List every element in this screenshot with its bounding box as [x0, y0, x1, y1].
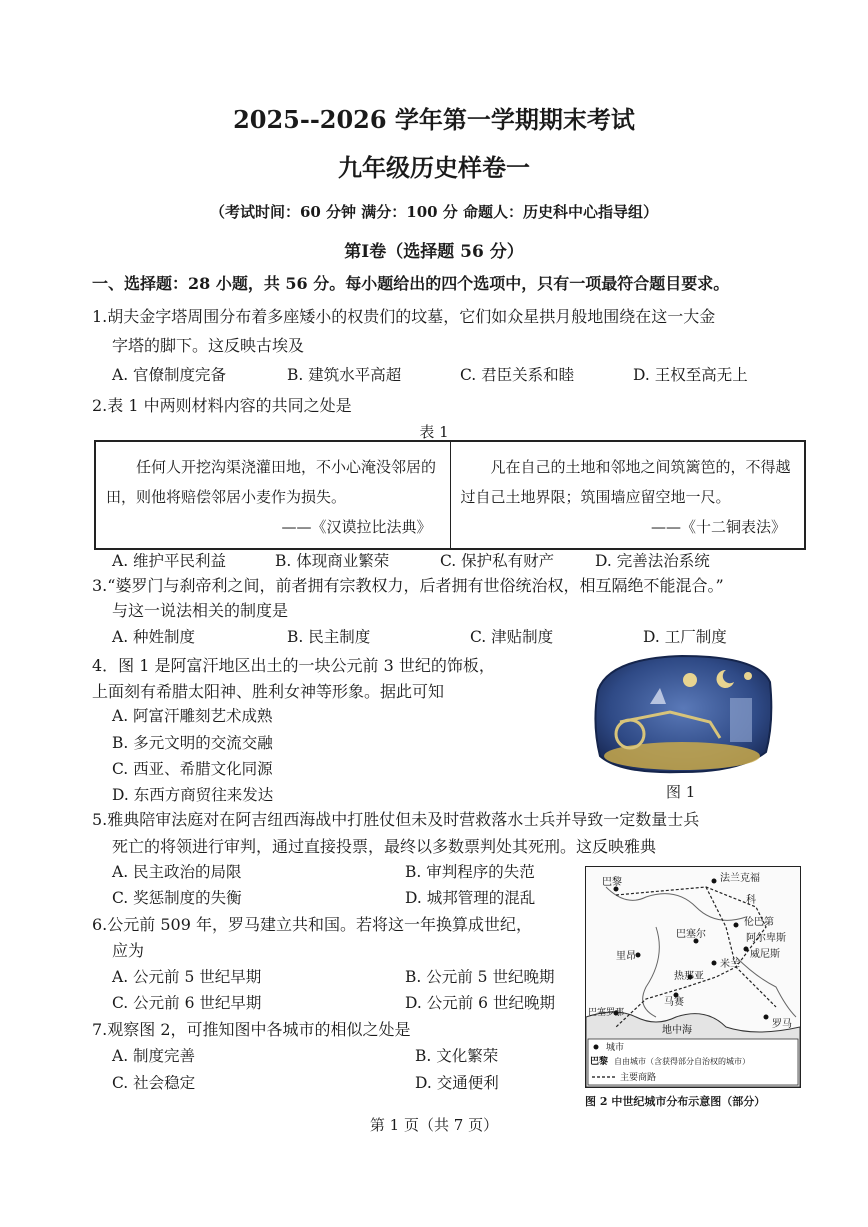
q7-option-a: A. 制度完善 [112, 1047, 196, 1065]
q1-option-b: B. 建筑水平高超 [287, 366, 402, 384]
map-label-ke: 科 [746, 895, 756, 906]
q5-stem-line2: 死亡的将领进行审判，通过直接投票，最终以多数票判处其死刑。这反映雅典 [112, 837, 657, 856]
q1-option-a: A. 官僚制度完备 [112, 366, 227, 384]
q7-option-c: C. 社会稳定 [112, 1074, 196, 1092]
figure1-caption: 图 1 [666, 783, 696, 801]
map-label-lombardy: 伦巴第 [744, 917, 774, 928]
q6-stem-line1: 6.公元前 509 年，罗马建立共和国。若将这一年换算成世纪， [92, 915, 532, 934]
q5-option-a: A. 民主政治的局限 [112, 863, 242, 881]
q2-stem: 2.表 1 中两则材料内容的共同之处是 [92, 396, 352, 415]
material-left-source: ——《汉谟拉比法典》 [281, 518, 432, 536]
map-label-genoa: 热那亚 [674, 971, 704, 982]
map-label-lyon: 里昂 [616, 951, 636, 962]
material-right [450, 441, 805, 549]
figure2-city-map [585, 866, 801, 1088]
exam-info: （考试时间：60 分钟 满分：100 分 命题人：历史科中心指导组） [209, 203, 659, 221]
q6-option-d: D. 公元前 6 世纪晚期 [405, 994, 555, 1012]
map-label-barcelona: 巴塞罗那 [588, 1008, 625, 1018]
map-label-alps: 阿尔卑斯 [746, 933, 786, 944]
material-right-text: 凡在自己的土地和邻地之间筑篱笆的，不得越过自己土地界限；筑围墙应留空地一尺。 [460, 458, 791, 506]
q5-option-c: C. 奖惩制度的失衡 [112, 889, 242, 907]
q5-option-b: B. 审判程序的失范 [405, 863, 535, 881]
material-left-text: 任何人开挖沟渠浇灌田地，不小心淹没邻居的田，则他将赔偿邻居小麦作为损失。 [106, 458, 437, 506]
map-label-mediterranean: 地中海 [662, 1025, 692, 1036]
q6-option-a: A. 公元前 5 世纪早期 [112, 968, 262, 986]
q3-option-a: A. 种姓制度 [112, 628, 196, 646]
q6-stem-line2: 应为 [112, 941, 145, 960]
table1-title: 表 1 [419, 423, 449, 441]
q2-option-b: B. 体现商业繁荣 [275, 552, 390, 570]
map-label-frankfurt: 法兰克福 [720, 873, 760, 884]
q7-option-d: D. 交通便利 [415, 1074, 499, 1092]
page-footer: 第 1 页（共 7 页） [369, 1116, 499, 1134]
q2-option-c: C. 保护私有财产 [440, 552, 555, 570]
q1-option-d: D. 王权至高无上 [633, 366, 748, 384]
exam-title: 2025--2026 学年第一学期期末考试 [233, 105, 635, 134]
q3-option-d: D. 工厂制度 [643, 628, 727, 646]
q4-stem-line1: 4．图 1 是阿富汗地区出土的一块公元前 3 世纪的饰板， [92, 656, 495, 675]
q1-stem-line1: 1.胡夫金字塔周围分布着多座矮小的权贵们的坟墓，它们如众星拱月般地围绕在这一大金 [92, 307, 716, 326]
legend-route: 主要商路 [620, 1073, 657, 1083]
section-heading: 第Ⅰ卷（选择题 56 分） [344, 242, 524, 262]
instruction: 一、选择题：28 小题，共 56 分。每小题给出的四个选项中，只有一项最符合题目要求。 [92, 274, 730, 293]
q7-option-b: B. 文化繁荣 [415, 1047, 499, 1065]
map-label-venice: 威尼斯 [750, 949, 780, 960]
q4-option-c: C. 西亚、希腊文化同源 [112, 760, 273, 778]
material-right-source: ——《十二铜表法》 [650, 518, 786, 536]
map-label-rome: 罗马 [772, 1019, 792, 1030]
map-label-basel: 巴塞尔 [676, 929, 706, 940]
q4-option-d: D. 东西方商贸往来发达 [112, 786, 274, 804]
q6-option-c: C. 公元前 6 世纪早期 [112, 994, 262, 1012]
map-label-paris: 巴黎 [602, 877, 622, 888]
q6-option-b: B. 公元前 5 世纪晚期 [405, 968, 555, 986]
figure1-plaque-image [590, 652, 774, 776]
q2-option-a: A. 维护平民利益 [112, 552, 227, 570]
exam-subtitle: 九年级历史样卷一 [338, 153, 530, 182]
q4-stem-line2: 上面刻有希腊太阳神、胜利女神等形象。据此可知 [92, 682, 445, 701]
q1-stem-line2: 字塔的脚下。这反映古埃及 [112, 336, 305, 355]
map-label-milan: 米兰 [720, 959, 740, 970]
material-left [95, 441, 450, 549]
q4-option-b: B. 多元文明的交流交融 [112, 734, 273, 752]
legend-free-city: 自由城市（含获得部分自治权的城市） [614, 1057, 750, 1066]
q3-option-c: C. 津贴制度 [470, 628, 554, 646]
q1-option-c: C. 君臣关系和睦 [460, 366, 575, 384]
q2-option-d: D. 完善法治系统 [595, 552, 710, 570]
q5-option-d: D. 城邦管理的混乱 [405, 889, 536, 907]
q7-stem: 7.观察图 2，可推知图中各城市的相似之处是 [92, 1020, 411, 1039]
figure2-caption: 图 2 中世纪城市分布示意图（部分） [585, 1095, 766, 1108]
q4-option-a: A. 阿富汗雕刻艺术成熟 [112, 707, 273, 725]
map-label-marseille: 马赛 [664, 997, 684, 1008]
q3-stem-line1: 3.“婆罗门与刹帝利之间，前者拥有宗教权力，后者拥有世俗统治权，相互隔绝不能混合。” [92, 576, 724, 595]
legend-city: 城市 [606, 1043, 625, 1053]
q5-stem-line1: 5.雅典陪审法庭对在阿吉纽西海战中打胜仗但未及时营救落水士兵并导致一定数量士兵 [92, 810, 700, 829]
q3-option-b: B. 民主制度 [287, 628, 371, 646]
q3-stem-line2: 与这一说法相关的制度是 [112, 601, 289, 620]
legend-free-city-sample: 巴黎 [590, 1057, 609, 1067]
material-table [94, 440, 806, 550]
